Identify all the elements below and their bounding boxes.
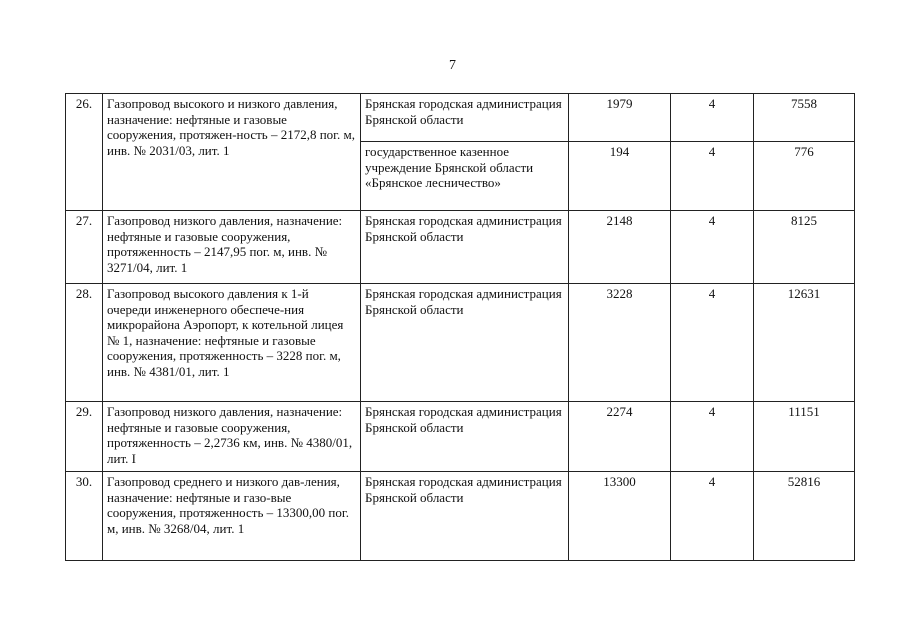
amount-value: 12631: [754, 284, 855, 402]
category-value: 4: [671, 402, 754, 472]
row-number: 26.: [66, 94, 103, 211]
category-value: 4: [671, 142, 754, 211]
object-description: Газопровод высокого и низкого давления, назначение: нефтяные и газовые сооружения, протяжен-ность – 2172,8 пог. м, инв. № 2031/03, лит. 1: [103, 94, 361, 211]
category-value: 4: [671, 284, 754, 402]
table-row: [66, 94, 855, 142]
table-row: [66, 472, 855, 561]
amount-value: 7558: [754, 94, 855, 142]
amount-value: 52816: [754, 472, 855, 561]
page-number: 7: [449, 58, 456, 73]
category-value: 4: [671, 94, 754, 142]
year-value: 1979: [569, 94, 671, 142]
amount-value: 776: [754, 142, 855, 211]
amount-value: 8125: [754, 211, 855, 284]
object-description: Газопровод низкого давления, назначение: нефтяные и газовые сооружения, протяженность – 2,2736 км, инв. № 4380/01, лит. I: [103, 402, 361, 472]
row-number: 30.: [66, 472, 103, 561]
amount-value: 11151: [754, 402, 855, 472]
object-description: Газопровод высокого давления к 1-й очереди инженерного обеспече-ния микрорайона Аэропорт, к котельной лицея № 1, назначение: нефтяные и газовые сооружения, протяженность – 3228 пог. м, инв. № 4381/01, лит. 1: [103, 284, 361, 402]
object-description: Газопровод низкого давления, назначение: нефтяные и газовые сооружения, протяженность – 2147,95 пог. м, инв. № 3271/04, лит. 1: [103, 211, 361, 284]
object-description: Газопровод среднего и низкого дав-ления, назначение: нефтяные и газо-вые сооружения, протяженность – 13300,00 пог. м, инв. № 3268/04, лит. 1: [103, 472, 361, 561]
year-value: 2148: [569, 211, 671, 284]
row-number: 27.: [66, 211, 103, 284]
owner-name: Брянская городская администрация Брянской области: [361, 284, 569, 402]
property-table: [65, 93, 855, 561]
owner-name: Брянская городская администрация Брянской области: [361, 211, 569, 284]
year-value: 3228: [569, 284, 671, 402]
year-value: 2274: [569, 402, 671, 472]
table-row: [66, 211, 855, 284]
row-number: 29.: [66, 402, 103, 472]
owner-name: Брянская городская администрация Брянской области: [361, 94, 569, 142]
category-value: 4: [671, 211, 754, 284]
table-row: [66, 284, 855, 402]
owner-name: государственное казенное учреждение Брянской области «Брянское лесничество»: [361, 142, 569, 211]
category-value: 4: [671, 472, 754, 561]
owner-name: Брянская городская администрация Брянской области: [361, 402, 569, 472]
table-row: [66, 402, 855, 472]
year-value: 13300: [569, 472, 671, 561]
owner-name: Брянская городская администрация Брянской области: [361, 472, 569, 561]
year-value: 194: [569, 142, 671, 211]
row-number: 28.: [66, 284, 103, 402]
